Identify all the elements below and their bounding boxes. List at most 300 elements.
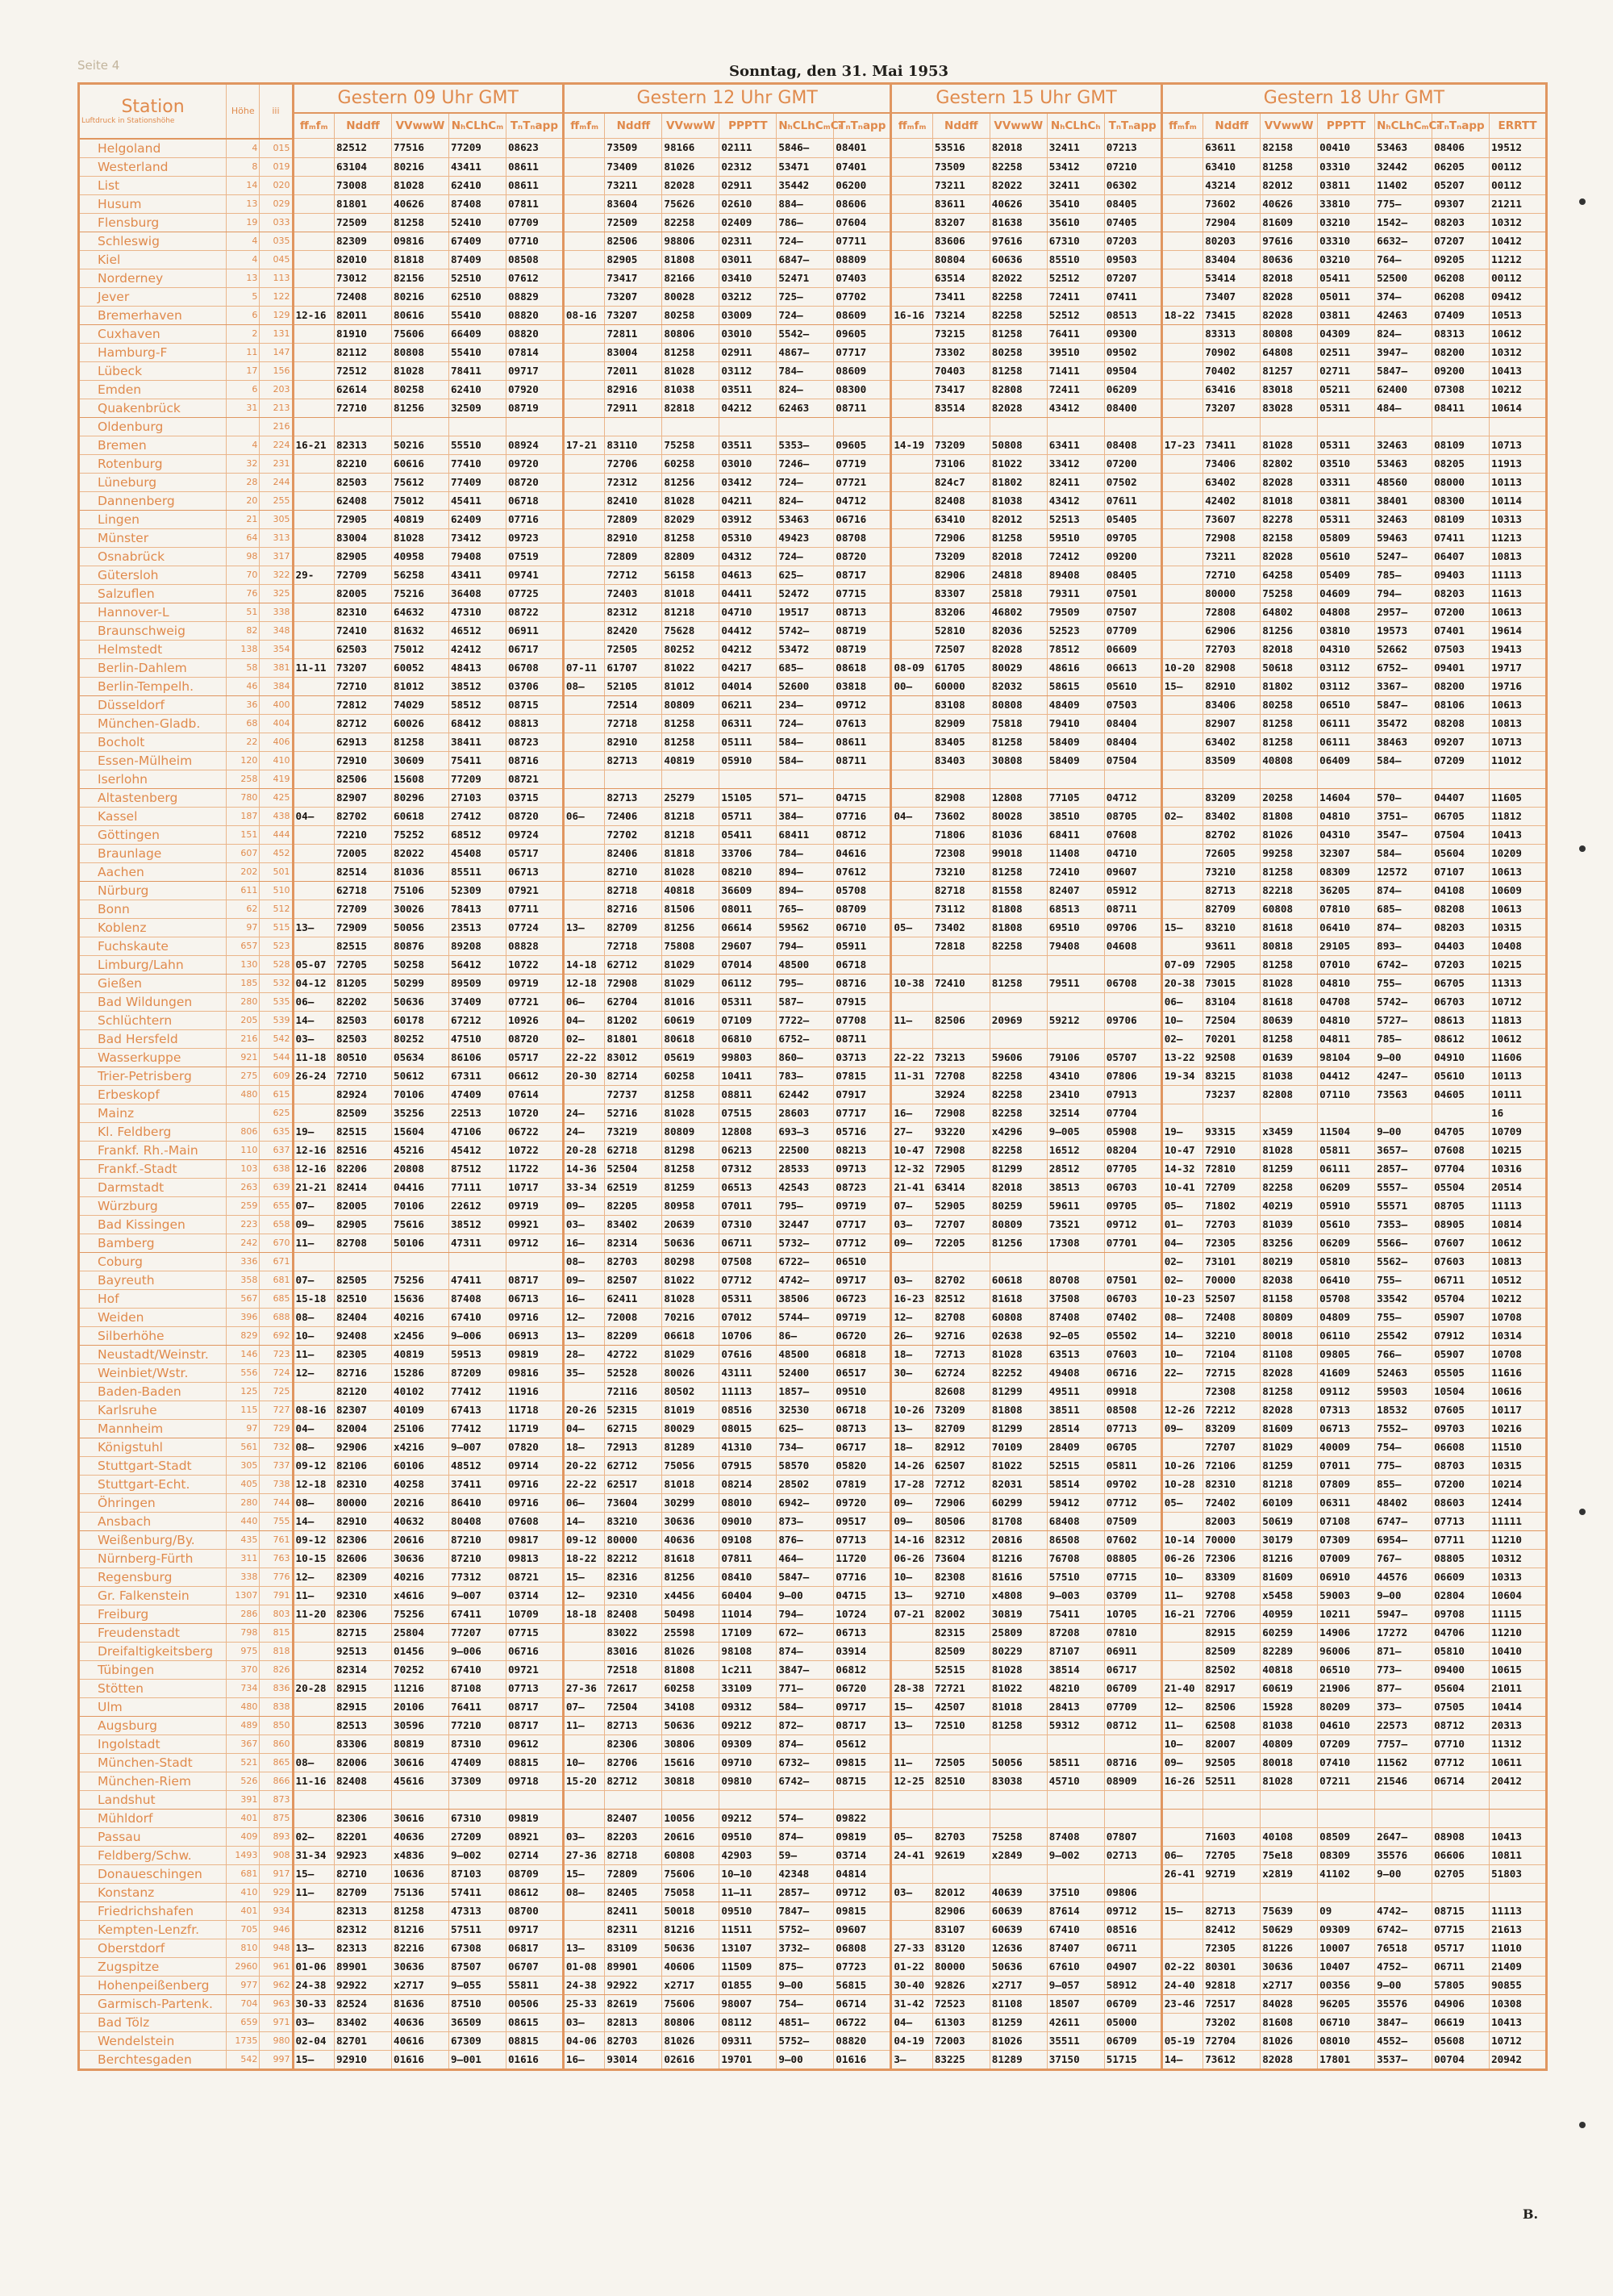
- observation-cell: 04416: [392, 1178, 449, 1196]
- observation-cell: 09718: [506, 1772, 563, 1790]
- observation-cell: [777, 770, 834, 788]
- observation-cell: 53463: [1375, 139, 1432, 158]
- observation-cell: 61705: [932, 658, 990, 677]
- observation-cell: 07200: [1432, 1475, 1490, 1493]
- observation-cell: 82701: [335, 2031, 392, 2050]
- observation-cell: [293, 473, 335, 491]
- observation-cell: [293, 547, 335, 566]
- table-row: [79, 1252, 1547, 1271]
- observation-cell: [891, 1809, 933, 1827]
- observation-cell: [563, 324, 605, 343]
- station-height: 205: [227, 1011, 260, 1029]
- observation-cell: 62718: [335, 881, 392, 900]
- table-row: [79, 380, 1547, 399]
- observation-cell: 30299: [662, 1493, 719, 1512]
- observation-cell: 92818: [1203, 1976, 1261, 1994]
- observation-cell: 08909: [1104, 1772, 1161, 1790]
- observation-cell: 30806: [662, 1735, 719, 1753]
- observation-cell: [1490, 1809, 1547, 1827]
- station-name: Augsburg: [79, 1716, 227, 1735]
- observation-cell: 04212: [719, 640, 777, 658]
- observation-cell: 08–: [293, 1438, 335, 1456]
- observation-cell: 82808: [1261, 1085, 1318, 1104]
- observation-cell: 83209: [1203, 1419, 1261, 1438]
- observation-cell: 60000: [932, 677, 990, 695]
- observation-cell: 10712: [1490, 992, 1547, 1011]
- observation-cell: [891, 621, 933, 640]
- observation-cell: 72003: [932, 2031, 990, 2050]
- observation-cell: 35256: [392, 1104, 449, 1122]
- group-header-18: Gestern 18 Uhr GMT: [1161, 84, 1546, 114]
- observation-cell: 08717: [506, 1716, 563, 1735]
- observation-cell: 11913: [1490, 454, 1547, 473]
- observation-cell: 72712: [605, 566, 662, 584]
- observation-cell: 10722: [506, 1141, 563, 1159]
- observation-cell: 38463: [1375, 733, 1432, 751]
- observation-cell: 07912: [1432, 1326, 1490, 1345]
- station-name: Trier-Petrisberg: [79, 1067, 227, 1085]
- observation-cell: 875–: [777, 1957, 834, 1976]
- table-row: [79, 974, 1547, 992]
- observation-cell: 06112: [719, 974, 777, 992]
- observation-cell: 14–: [563, 1512, 605, 1530]
- observation-cell: x2717: [1261, 1976, 1318, 1994]
- observation-cell: 13–: [891, 1716, 933, 1735]
- observation-cell: 4851–: [777, 2013, 834, 2031]
- observation-cell: 72818: [932, 937, 990, 955]
- observation-cell: 25818: [990, 584, 1047, 603]
- observation-cell: 83402: [605, 1215, 662, 1234]
- observation-cell: 82702: [1203, 825, 1261, 844]
- observation-cell: 40819: [392, 510, 449, 528]
- observation-cell: 72008: [605, 1308, 662, 1326]
- observation-cell: 724–: [777, 473, 834, 491]
- observation-cell: 48409: [1047, 695, 1104, 714]
- observation-cell: 05708: [834, 881, 891, 900]
- observation-cell: 01-08: [563, 1957, 605, 1976]
- station-name: Göttingen: [79, 825, 227, 844]
- observation-cell: 12-16: [293, 1141, 335, 1159]
- observation-cell: 06716: [506, 1642, 563, 1660]
- observation-cell: 72308: [1203, 1382, 1261, 1401]
- observation-cell: 9–00: [777, 2050, 834, 2069]
- observation-cell: 82905: [605, 250, 662, 269]
- observation-cell: 92–05: [1047, 1326, 1104, 1345]
- observation-cell: 82209: [605, 1326, 662, 1345]
- station-height: 681: [227, 1864, 260, 1883]
- observation-cell: [891, 770, 933, 788]
- observation-cell: [293, 1623, 335, 1642]
- observation-cell: 08611: [834, 733, 891, 751]
- observation-cell: 83210: [605, 1512, 662, 1530]
- observation-cell: 67410: [448, 1660, 506, 1679]
- observation-cell: 07713: [1104, 1419, 1161, 1438]
- observation-cell: 05619: [662, 1048, 719, 1067]
- observation-cell: 02–: [1161, 807, 1203, 825]
- observation-cell: 93611: [1203, 937, 1261, 955]
- observation-cell: 82309: [335, 232, 392, 250]
- observation-cell: 89509: [448, 974, 506, 992]
- observation-cell: 00112: [1490, 176, 1547, 194]
- observation-cell: 855–: [1375, 1475, 1432, 1493]
- observation-cell: 08711: [834, 751, 891, 770]
- observation-cell: 73602: [1203, 194, 1261, 213]
- observation-cell: 63411: [1047, 436, 1104, 454]
- observation-cell: [293, 1642, 335, 1660]
- observation-cell: [293, 584, 335, 603]
- observation-cell: 12–: [891, 1308, 933, 1326]
- station-height: 829: [227, 1326, 260, 1345]
- observation-cell: 07108: [1318, 1512, 1375, 1530]
- observation-cell: 81618: [1261, 918, 1318, 937]
- station-height: 64: [227, 528, 260, 547]
- station-index: 131: [260, 324, 293, 343]
- observation-cell: 10214: [1490, 1475, 1547, 1493]
- observation-cell: 78411: [448, 361, 506, 380]
- observation-cell: 53471: [777, 157, 834, 176]
- observation-cell: 06708: [1104, 974, 1161, 992]
- observation-cell: 10412: [1490, 232, 1547, 250]
- station-name: Dannenberg: [79, 491, 227, 510]
- observation-cell: 09712: [506, 1234, 563, 1252]
- observation-cell: 06710: [1318, 2013, 1375, 2031]
- observation-cell: 10216: [1490, 1419, 1547, 1438]
- observation-cell: 07709: [1104, 621, 1161, 640]
- observation-cell: 09819: [506, 1345, 563, 1363]
- observation-cell: 08401: [834, 139, 891, 158]
- observation-cell: 83120: [932, 1939, 990, 1957]
- observation-cell: 40959: [1261, 1605, 1318, 1623]
- observation-cell: 81026: [662, 2031, 719, 2050]
- observation-cell: 72810: [1203, 1159, 1261, 1178]
- observation-cell: 02–: [1161, 1029, 1203, 1048]
- observation-cell: 11719: [506, 1419, 563, 1438]
- observation-cell: 6747–: [1375, 1512, 1432, 1530]
- table-row: [79, 1178, 1547, 1196]
- observation-cell: 02-22: [1161, 1957, 1203, 1976]
- observation-cell: 52512: [1047, 306, 1104, 324]
- observation-cell: [891, 1252, 933, 1271]
- observation-cell: 11-16: [293, 1772, 335, 1790]
- observation-cell: 04810: [1318, 974, 1375, 992]
- observation-cell: [891, 937, 933, 955]
- observation-cell: 73209: [932, 547, 990, 566]
- observation-cell: 48500: [777, 955, 834, 974]
- station-index: 761: [260, 1530, 293, 1549]
- observation-cell: 62410: [448, 176, 506, 194]
- station-index: 515: [260, 918, 293, 937]
- observation-cell: 82404: [335, 1308, 392, 1326]
- observation-cell: 60618: [392, 807, 449, 825]
- observation-cell: 82808: [990, 380, 1047, 399]
- observation-cell: 08214: [719, 1475, 777, 1493]
- observation-cell: 70252: [392, 1660, 449, 1679]
- observation-cell: 28409: [1047, 1438, 1104, 1456]
- observation-cell: 04610: [1318, 1716, 1375, 1735]
- observation-cell: 18-22: [1161, 306, 1203, 324]
- observation-cell: [293, 677, 335, 695]
- observation-cell: 93014: [605, 2050, 662, 2069]
- observation-cell: 60026: [392, 714, 449, 733]
- observation-cell: 81808: [662, 250, 719, 269]
- observation-cell: 79106: [1047, 1048, 1104, 1067]
- observation-cell: 73521: [1047, 1215, 1104, 1234]
- observation-cell: 52500: [1375, 269, 1432, 287]
- observation-cell: 40808: [1261, 751, 1318, 770]
- observation-cell: 32924: [932, 1085, 990, 1104]
- observation-cell: [1161, 862, 1203, 881]
- station-height: 370: [227, 1660, 260, 1679]
- observation-cell: 81258: [392, 733, 449, 751]
- observation-cell: 10414: [1490, 1697, 1547, 1716]
- observation-cell: [1261, 1809, 1318, 1827]
- observation-cell: 81299: [990, 1159, 1047, 1178]
- table-body: [79, 139, 1547, 2070]
- observation-cell: 67411: [448, 1605, 506, 1623]
- observation-cell: 10713: [1490, 436, 1547, 454]
- col-header: NₕCLhCₘ: [448, 113, 506, 139]
- observation-cell: 20969: [990, 1011, 1047, 1029]
- observation-cell: 72718: [605, 714, 662, 733]
- observation-cell: 16-23: [891, 1289, 933, 1308]
- observation-cell: 83514: [932, 399, 990, 417]
- observation-cell: 874–: [1375, 918, 1432, 937]
- observation-cell: 11916: [506, 1382, 563, 1401]
- observation-cell: 01–: [1161, 1215, 1203, 1234]
- station-height: 151: [227, 825, 260, 844]
- observation-cell: 73612: [1203, 2050, 1261, 2069]
- observation-cell: 09813: [506, 1549, 563, 1568]
- observation-cell: 87310: [448, 1735, 506, 1753]
- observation-cell: [293, 1697, 335, 1716]
- weather-observation-table: [77, 82, 1548, 2071]
- observation-cell: 82708: [932, 1308, 990, 1326]
- observation-cell: 81012: [662, 677, 719, 695]
- observation-cell: [1104, 770, 1161, 788]
- observation-cell: 10613: [1490, 900, 1547, 918]
- observation-cell: 06410: [1318, 918, 1375, 937]
- observation-cell: 75628: [662, 621, 719, 640]
- observation-cell: 81289: [662, 1438, 719, 1456]
- observation-cell: 783–: [777, 1067, 834, 1085]
- observation-cell: 42348: [777, 1864, 834, 1883]
- observation-cell: 12–: [563, 1586, 605, 1605]
- station-index: 348: [260, 621, 293, 640]
- observation-cell: 58514: [1047, 1475, 1104, 1493]
- observation-cell: 60258: [662, 1679, 719, 1697]
- observation-cell: 53414: [1203, 269, 1261, 287]
- observation-cell: 6954–: [1375, 1530, 1432, 1549]
- observation-cell: x4616: [392, 1586, 449, 1605]
- observation-cell: 75606: [662, 1994, 719, 2013]
- observation-cell: [891, 1864, 933, 1883]
- observation-cell: 07309: [1318, 1530, 1375, 1549]
- observation-cell: 20816: [990, 1530, 1047, 1549]
- observation-cell: 09921: [506, 1215, 563, 1234]
- observation-cell: 75106: [392, 881, 449, 900]
- observation-cell: 06718: [834, 955, 891, 974]
- observation-cell: 21-41: [891, 1178, 933, 1196]
- observation-cell: 51803: [1490, 1864, 1547, 1883]
- station-height: 2: [227, 324, 260, 343]
- observation-cell: [293, 1809, 335, 1827]
- observation-cell: 72715: [1203, 1363, 1261, 1382]
- observation-cell: 82507: [605, 1271, 662, 1289]
- observation-cell: 33810: [1318, 194, 1375, 213]
- observation-cell: 3657–: [1375, 1141, 1432, 1159]
- station-index: 637: [260, 1141, 293, 1159]
- observation-cell: 67413: [448, 1401, 506, 1419]
- observation-cell: 10413: [1490, 825, 1547, 844]
- observation-cell: 16-21: [293, 436, 335, 454]
- observation-cell: 07602: [1104, 1530, 1161, 1549]
- observation-cell: 04–: [293, 1419, 335, 1438]
- observation-cell: 73207: [335, 658, 392, 677]
- col-header: VVwwW: [662, 113, 719, 139]
- observation-cell: 05207: [1432, 176, 1490, 194]
- station-index: 681: [260, 1271, 293, 1289]
- observation-cell: 11–11: [719, 1883, 777, 1902]
- observation-cell: 14906: [1318, 1623, 1375, 1642]
- table-row: [79, 176, 1547, 194]
- observation-cell: 81258: [990, 733, 1047, 751]
- observation-cell: [834, 770, 891, 788]
- observation-cell: [932, 992, 990, 1011]
- observation-cell: 11113: [719, 1382, 777, 1401]
- observation-cell: [293, 176, 335, 194]
- observation-cell: 60258: [662, 1067, 719, 1085]
- observation-cell: 785–: [1375, 566, 1432, 584]
- observation-cell: 12-32: [891, 1159, 933, 1178]
- observation-cell: 82506: [335, 770, 392, 788]
- observation-cell: 20-28: [293, 1679, 335, 1697]
- observation-cell: 73509: [932, 157, 990, 176]
- observation-cell: 82515: [335, 937, 392, 955]
- observation-cell: 09–: [891, 1512, 933, 1530]
- observation-cell: 21-21: [293, 1178, 335, 1196]
- observation-cell: 28–: [563, 1345, 605, 1363]
- observation-cell: 08611: [506, 176, 563, 194]
- station-index: 035: [260, 232, 293, 250]
- observation-cell: 83109: [605, 1939, 662, 1957]
- observation-cell: 82005: [335, 584, 392, 603]
- table-row: [79, 473, 1547, 491]
- observation-cell: 25-33: [563, 1994, 605, 2013]
- observation-cell: 05604: [1432, 1679, 1490, 1697]
- observation-cell: 50629: [1261, 1920, 1318, 1939]
- observation-cell: 09741: [506, 566, 563, 584]
- observation-cell: 77412: [448, 1419, 506, 1438]
- observation-cell: 07211: [1318, 1772, 1375, 1790]
- observation-cell: [293, 232, 335, 250]
- observation-cell: 50299: [392, 974, 449, 992]
- observation-cell: 45616: [392, 1772, 449, 1790]
- observation-cell: x3459: [1261, 1122, 1318, 1141]
- observation-cell: 08603: [1432, 1493, 1490, 1512]
- observation-cell: 82212: [605, 1549, 662, 1568]
- observation-cell: 81808: [662, 1660, 719, 1679]
- observation-cell: 04–: [891, 2013, 933, 2031]
- observation-cell: 38401: [1375, 491, 1432, 510]
- observation-cell: 72709: [335, 566, 392, 584]
- observation-cell: 5247–: [1375, 547, 1432, 566]
- observation-cell: 86410: [448, 1493, 506, 1512]
- observation-cell: 81289: [990, 2050, 1047, 2069]
- station-height: 17: [227, 361, 260, 380]
- observation-cell: 29105: [1318, 937, 1375, 955]
- observation-cell: [293, 1382, 335, 1401]
- observation-cell: 07915: [719, 1456, 777, 1475]
- table-row: [79, 900, 1547, 918]
- observation-cell: 08011: [719, 900, 777, 918]
- observation-cell: 82713: [1203, 1902, 1261, 1920]
- observation-cell: [1161, 900, 1203, 918]
- observation-cell: [1261, 417, 1318, 436]
- observation-cell: [506, 1790, 563, 1809]
- observation-cell: [1375, 1104, 1432, 1122]
- table-row: [79, 1642, 1547, 1660]
- observation-cell: 68411: [1047, 825, 1104, 844]
- observation-cell: 34108: [662, 1697, 719, 1716]
- observation-cell: 35610: [1047, 213, 1104, 232]
- observation-cell: 07809: [1318, 1475, 1375, 1493]
- observation-cell: 73214: [932, 306, 990, 324]
- observation-cell: 75058: [662, 1883, 719, 1902]
- observation-cell: 73101: [1203, 1252, 1261, 1271]
- observation-cell: 57511: [448, 1920, 506, 1939]
- observation-cell: [662, 1790, 719, 1809]
- observation-cell: 60259: [1261, 1623, 1318, 1642]
- observation-cell: 03912: [719, 510, 777, 528]
- observation-cell: 59003: [1318, 1586, 1375, 1605]
- observation-cell: 86508: [1047, 1530, 1104, 1549]
- observation-cell: 08408: [1104, 436, 1161, 454]
- observation-cell: 82703: [932, 1827, 990, 1846]
- observation-cell: 81108: [1261, 1345, 1318, 1363]
- observation-cell: [1161, 528, 1203, 547]
- observation-cell: 82201: [335, 1827, 392, 1846]
- observation-cell: 77105: [1047, 788, 1104, 807]
- observation-cell: 63514: [932, 269, 990, 287]
- col-header: Nddff: [932, 113, 990, 139]
- observation-cell: 08–: [293, 1308, 335, 1326]
- observation-cell: [932, 1809, 990, 1827]
- station-name: Weiden: [79, 1308, 227, 1326]
- station-index: 400: [260, 695, 293, 714]
- observation-cell: 08613: [1432, 1011, 1490, 1029]
- observation-cell: 21-40: [1161, 1679, 1203, 1697]
- observation-cell: 80252: [392, 1029, 449, 1048]
- observation-cell: 11812: [1490, 807, 1547, 825]
- observation-cell: 87408: [1047, 1827, 1104, 1846]
- observation-cell: 21906: [1318, 1679, 1375, 1697]
- observation-cell: 571–: [777, 788, 834, 807]
- observation-cell: [1203, 1883, 1261, 1902]
- station-name: Bremen: [79, 436, 227, 454]
- observation-cell: 10-38: [891, 974, 933, 992]
- observation-cell: 07814: [506, 343, 563, 361]
- table-row: [79, 1475, 1547, 1493]
- observation-cell: 18–: [891, 1438, 933, 1456]
- observation-cell: 08203: [1432, 584, 1490, 603]
- observation-cell: [506, 1252, 563, 1271]
- observation-cell: 04715: [834, 1586, 891, 1605]
- observation-cell: 28502: [777, 1475, 834, 1493]
- observation-cell: [1318, 1790, 1375, 1809]
- observation-cell: 82308: [932, 1568, 990, 1586]
- observation-cell: 09605: [834, 436, 891, 454]
- observation-cell: 73202: [1203, 2013, 1261, 2031]
